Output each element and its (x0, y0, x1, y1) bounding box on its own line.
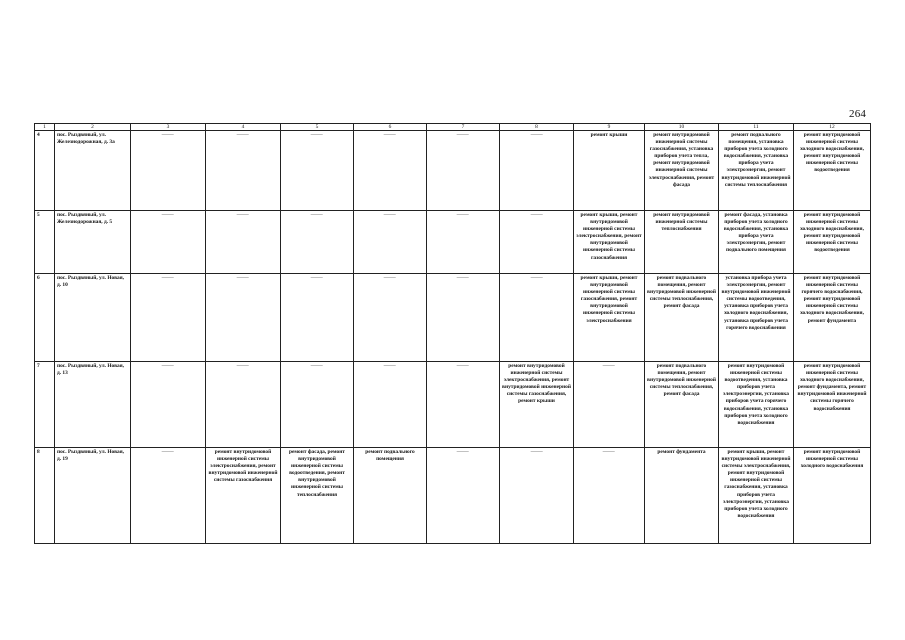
address-cell: пос. Рыздвяный, ул. Железнодорожная, д. 3а (55, 131, 131, 211)
work-cell: ремонт внутридомовой инженерной системы водоотведения, установка приборов учета электроэнергии, установка приборов учета горячего водоснабжения, установка приборов учета холодного водоснабжения (719, 362, 794, 448)
column-number: 7 (427, 124, 500, 131)
row-number: 7 (35, 362, 55, 448)
work-cell: ремонт крыши, ремонт внутридомовой инженерной системы электроснабжения, ремонт внутридомовой инженерной системы газоснабжения, установка приборов учета электроэнергии, установка приборов учета холодного водоснабжения (719, 448, 794, 544)
column-number: 4 (206, 124, 281, 131)
empty-cell: — (354, 274, 427, 362)
empty-cell: — (131, 448, 206, 544)
work-cell: ремонт крыши, ремонт внутридомовой инженерной системы газоснабжения, ремонт внутридомовой инженерной системы электроснабжения (574, 274, 645, 362)
empty-cell: — (131, 274, 206, 362)
empty-cell: — (281, 362, 354, 448)
column-number: 1 (35, 124, 55, 131)
work-cell: ремонт подвального помещения, установка приборов учета холодного водоснабжения, установка прибора учета электроэнергии, ремонт внутридомовой инженерной системы теплоснабжения (719, 131, 794, 211)
empty-cell: — (427, 448, 500, 544)
empty-cell: — (427, 362, 500, 448)
column-number: 9 (574, 124, 645, 131)
work-cell: ремонт внутридомовой инженерной системы теплоснабжения (645, 211, 719, 274)
repair-schedule-table (34, 123, 871, 544)
empty-cell: — (500, 274, 574, 362)
empty-cell: — (281, 274, 354, 362)
work-cell: ремонт внутридомовой инженерной системы горячего водоснабжения, ремонт внутридомовой инженерной системы холодного водоснабжения, ремонт фундамента (794, 274, 871, 362)
address-cell: пос. Рыздвяный, ул. Новая, д. 10 (55, 274, 131, 362)
empty-cell: — (206, 362, 281, 448)
column-number: 12 (794, 124, 871, 131)
column-number-header (35, 124, 871, 131)
work-cell: установка прибора учета электроэнергии, ремонт внутридомовой инженерной системы водоотведения, установка приборов учета холодного водоснабжения, установка приборов учета горячего водоснабжения (719, 274, 794, 362)
table-row (35, 211, 871, 274)
empty-cell: — (206, 211, 281, 274)
work-cell: ремонт внутридомовой инженерной системы холодного водоснабжения (794, 448, 871, 544)
address-cell: пос. Рыздвяный, ул. Железнодорожная, д. 5 (55, 211, 131, 274)
empty-cell: — (281, 131, 354, 211)
column-number: 8 (500, 124, 574, 131)
work-cell: ремонт внутридомовой инженерной системы электроснабжения, ремонт внутридомовой инженерной системы газоснабжения, ремонт крыши (500, 362, 574, 448)
work-cell: ремонт подвального помещения (354, 448, 427, 544)
column-number: 2 (55, 124, 131, 131)
page-number: 264 (849, 108, 867, 120)
work-cell: ремонт фасада, ремонт внутридомовой инженерной системы водоотведения, ремонт внутридомовой инженерной системы теплоснабжения (281, 448, 354, 544)
work-cell: ремонт подвального помещения, ремонт внутридомовой инженерной системы теплоснабжения, ремонт фасада (645, 362, 719, 448)
row-number: 4 (35, 131, 55, 211)
column-number: 5 (281, 124, 354, 131)
empty-cell: — (131, 362, 206, 448)
row-number: 6 (35, 274, 55, 362)
column-number: 6 (354, 124, 427, 131)
empty-cell: — (131, 131, 206, 211)
work-cell: ремонт подвального помещения, ремонт внутридомовой инженерной системы теплоснабжения, ремонт фасада (645, 274, 719, 362)
empty-cell: — (574, 448, 645, 544)
address-cell: пос. Рыздвяный, ул. Новая, д. 19 (55, 448, 131, 544)
table-row (35, 131, 871, 211)
table-row (35, 274, 871, 362)
work-cell: ремонт фундамента (645, 448, 719, 544)
work-cell: ремонт внутридомовой инженерной системы холодного водоснабжения, ремонт фундамента, ремонт внутридомовой инженерной системы горячего водоснабжения (794, 362, 871, 448)
table-row (35, 448, 871, 544)
work-cell: ремонт фасада, установка приборов учета холодного водоснабжения, установка прибора учета электроэнергии, ремонт подвального помещения (719, 211, 794, 274)
empty-cell: — (206, 131, 281, 211)
empty-cell: — (427, 131, 500, 211)
work-cell: ремонт внутридомовой инженерной системы холодного водоснабжения, ремонт внутридомовой инженерной системы водоотведения (794, 131, 871, 211)
empty-cell: — (281, 211, 354, 274)
column-number: 3 (131, 124, 206, 131)
work-cell: ремонт крыши, ремонт внутридомовой инженерной системы электроснабжения, ремонт внутридомовой инженерной системы газоснабжения (574, 211, 645, 274)
row-number: 5 (35, 211, 55, 274)
empty-cell: — (500, 448, 574, 544)
work-cell: ремонт внутридомовой инженерной системы газоснабжения, установка приборов учета тепла, ремонт внутридомовой инженерной системы электроснабжения, ремонт фасада (645, 131, 719, 211)
empty-cell: — (354, 211, 427, 274)
empty-cell: — (427, 211, 500, 274)
table-row (35, 362, 871, 448)
empty-cell: — (427, 274, 500, 362)
empty-cell: — (206, 274, 281, 362)
work-cell: ремонт внутридомовой инженерной системы электроснабжения, ремонт внутридомовой инженерной системы газоснабжения (206, 448, 281, 544)
empty-cell: — (574, 362, 645, 448)
address-cell: пос. Рыздвяный, ул. Новая, д. 13 (55, 362, 131, 448)
empty-cell: — (500, 131, 574, 211)
column-number: 10 (645, 124, 719, 131)
work-cell: ремонт внутридомовой инженерной системы холодного водоснабжения, ремонт внутридомовой инженерной системы водоотведения (794, 211, 871, 274)
empty-cell: — (500, 211, 574, 274)
work-cell: ремонт крыши (574, 131, 645, 211)
row-number: 8 (35, 448, 55, 544)
empty-cell: — (354, 362, 427, 448)
empty-cell: — (131, 211, 206, 274)
empty-cell: — (354, 131, 427, 211)
column-number: 11 (719, 124, 794, 131)
